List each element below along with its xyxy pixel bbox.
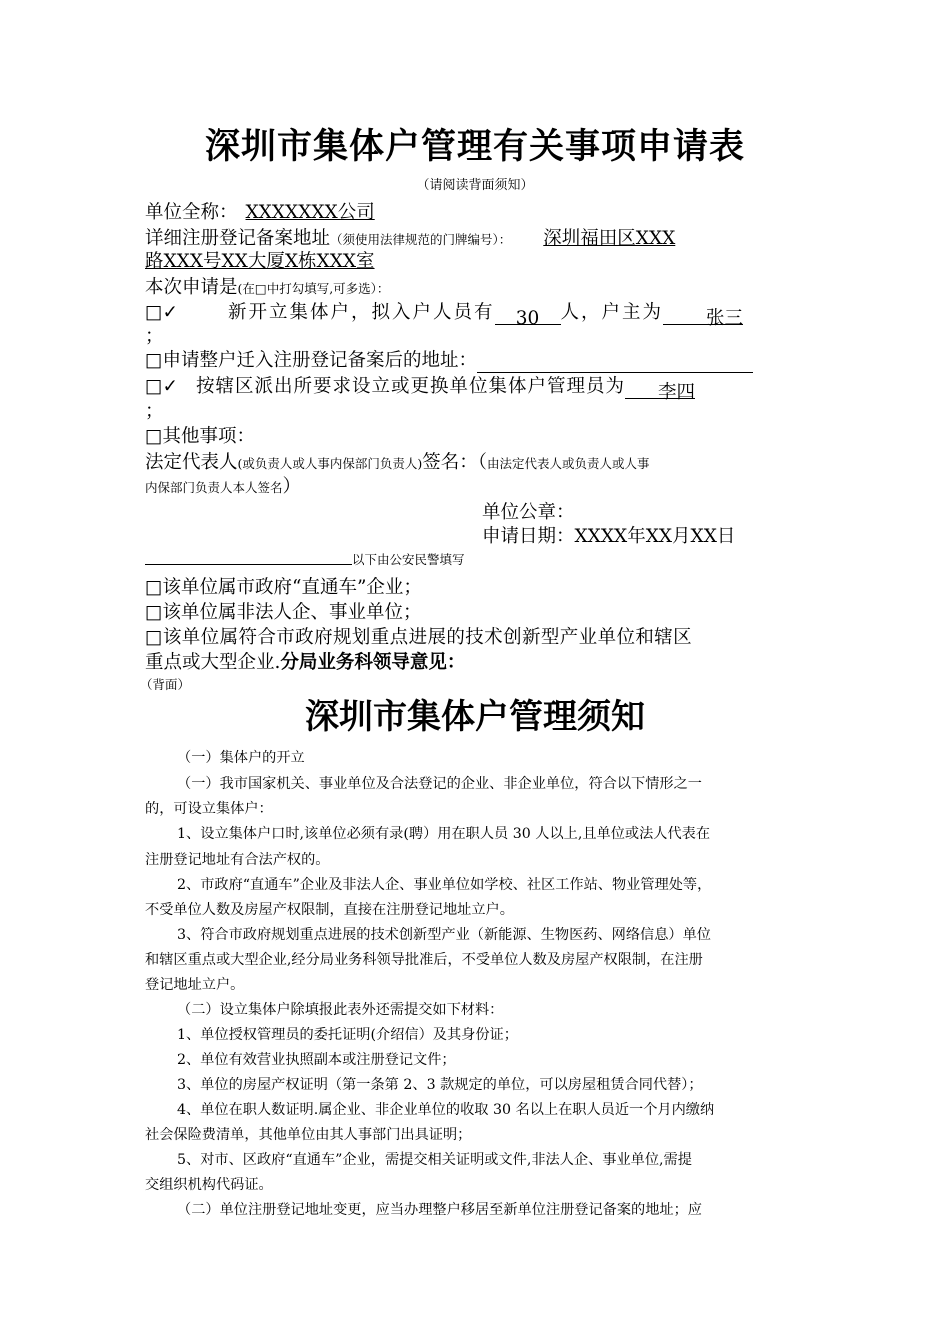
legal-rep-label: 法定代表人 <box>145 452 238 473</box>
notice-line: 登记地址立户。 <box>145 977 245 993</box>
notice-line: （二）设立集体户除填报此表外还需提交如下材料： <box>177 1002 504 1018</box>
household-head: 张三 <box>706 308 744 329</box>
notice-line: （一）集体户的开立 <box>177 750 305 766</box>
unit-name-label: 单位全称： <box>145 202 238 223</box>
back-label: （背面） <box>140 677 191 692</box>
person-count: 30 <box>515 308 540 329</box>
police-option-2: □该单位属非法人企、事业单位； <box>145 602 422 623</box>
seal-label: 单位公章： <box>482 502 575 523</box>
address-row-2 <box>145 249 375 274</box>
notice-line: 交组织机构代码证。 <box>145 1177 273 1193</box>
notice-line: 1、设立集体户口时,该单位必须有录(聘）用在职人员 30 人以上,且单位或法人代表在 <box>177 826 711 842</box>
manager-name: 李四 <box>657 382 695 403</box>
notice-line: （二）单位注册登记地址变更，应当办理整户移居至新单位注册登记备案的地址；应 <box>177 1202 702 1218</box>
checkbox-checked-icon[interactable]: □✓ <box>145 302 178 323</box>
sign-close: ） <box>282 476 302 497</box>
date-row <box>482 524 735 549</box>
unit-name-value: XXXXXXX公司 <box>245 202 375 223</box>
address-value-2: 路XXX号XX大厦X栋XXX室 <box>145 251 375 272</box>
sign-hint-1: 由法定代表人或负责人或人事 <box>487 456 650 471</box>
notice-line: （一）我市国家机关、事业单位及合法登记的企业、非企业单位，符合以下情形之一 <box>177 776 702 792</box>
option-manager-end: ； <box>145 401 164 422</box>
sign-label: 签名：（ <box>422 452 488 473</box>
option-new-account-end: ； <box>145 326 164 347</box>
notice-line: 3、符合市政府规划重点进展的技术创新型产业（新能源、生物医药、网络信息）单位 <box>177 927 711 943</box>
notice-line: 2、单位有效营业执照副本或注册登记文件； <box>177 1052 456 1068</box>
notice-line: 注册登记地址有合法产权的。 <box>145 852 330 868</box>
address-value-1: 深圳福田区XXX <box>543 228 676 249</box>
address-hint: （须使用法律规范的门牌编号）： <box>330 232 512 247</box>
address-label: 详细注册登记备案地址 <box>145 228 331 249</box>
notice-line: 1、单位授权管理员的委托证明(介绍信）及其身份证； <box>177 1027 518 1043</box>
police-divider <box>145 564 352 565</box>
read-note: （请阅读背面须知） <box>416 178 534 193</box>
legal-rep-hint: (或负责人或人事内保部门负责人) <box>237 456 423 471</box>
date-label: 申请日期： <box>482 526 575 547</box>
apply-row <box>145 275 389 301</box>
notice-line: 社会保险费清单，其他单位由其人事部门出具证明； <box>145 1127 472 1143</box>
sign-hint-2: 内保部门负责人本人签名 <box>145 480 283 495</box>
option-new-account-mid: 人，户主为 <box>560 302 664 323</box>
notice-line: 5、对市、区政府“直通车”企业，需提交相关证明或文件,非法人企、事业单位,需提 <box>177 1152 692 1168</box>
option-manager-text: 按辖区派出所要求设立或更换单位集体户管理员为 <box>195 376 625 397</box>
option-other: □其他事项： <box>145 426 255 447</box>
notice-line: 2、市政府“直通车”企业及非法人企、事业单位如学校、社区工作站、物业管理处等， <box>177 877 712 893</box>
sign-hint-row <box>145 474 301 500</box>
police-option-3: □该单位属符合市政府规划重点进展的技术创新型产业单位和辖区 <box>145 627 693 648</box>
option-new-account <box>145 300 744 329</box>
police-option-1: □该单位属市政府“直通车”企业； <box>145 577 422 598</box>
police-option-3-cont <box>145 650 465 675</box>
notice-title: 深圳市集体户管理须知 <box>305 697 645 737</box>
checkbox-checked-icon[interactable]: □✓ <box>145 376 178 397</box>
police-note: 以下由公安民警填写 <box>352 552 465 567</box>
notice-line: 不受单位人数及房屋产权限制，直接在注册登记地址立户。 <box>145 902 514 918</box>
option-move-address <box>145 348 753 373</box>
apply-label: 本次申请是 <box>145 277 238 298</box>
apply-hint: (在□中打勾填写,可多选）： <box>237 281 390 296</box>
date-value: XXXX年XX月XX日 <box>574 526 736 547</box>
notice-line: 3、单位的房屋产权证明（第一条第 2、3 款规定的单位，可以房屋租赁合同代替）； <box>177 1077 703 1093</box>
option-new-account-text: 新开立集体户，拟入户人员有 <box>227 302 495 323</box>
form-title: 深圳市集体户管理有关事项申请表 <box>204 126 745 167</box>
notice-line: 和辖区重点或大型企业,经分局业务科领导批准后，不受单位人数及房屋产权限制，在注册 <box>145 952 703 968</box>
notice-line: 4、单位在职人数证明.属企业、非企业单位的收取 30 名以上在职人员近一个月内缴纳 <box>177 1102 715 1118</box>
police-opinion-label: 分局业务科领导意见： <box>280 652 466 673</box>
police-option-3-end: 重点或大型企业. <box>145 652 281 673</box>
legal-rep-row <box>145 450 650 476</box>
option-move-address-text: □申请整户迁入注册登记备案后的地址： <box>145 350 477 371</box>
unit-name-row <box>145 200 375 225</box>
option-manager <box>145 374 695 403</box>
notice-line: 的，可设立集体户： <box>145 801 273 817</box>
